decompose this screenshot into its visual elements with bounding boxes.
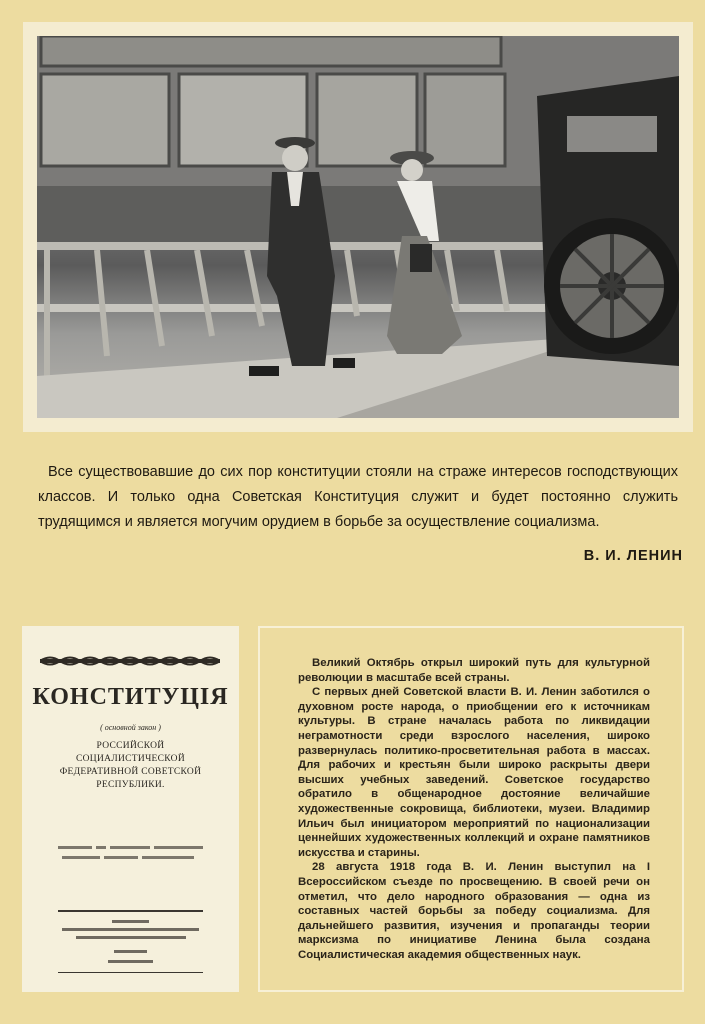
cover-divider	[58, 910, 203, 912]
cover-subtitle: ( основной закон )	[100, 723, 161, 732]
cover-title: КОНСТИТУЦІЯ	[32, 684, 229, 710]
quote-author: В. И. ЛЕНИН	[583, 548, 683, 564]
article-paragraph: 28 августа 1918 года В. И. Ленин выступил на I Всероссийском съезде по просвещению. В своей речи он отметил, что дело народного образования — одна из составных частей борьбы за победу социализма. Для дальнейшего развития, изучения и пропаганды теории марксизма по инициативе Ленина была создана Социалистическая академия общественных наук.	[298, 861, 650, 961]
historical-photo	[37, 36, 679, 418]
cover-publisher-fine-print	[62, 918, 199, 968]
constitution-cover	[22, 626, 239, 992]
photo-frame	[23, 22, 693, 432]
ornament-band-icon	[40, 654, 220, 668]
cover-republic-name: РОССИЙСКОЙ СОЦИАЛИСТИЧЕСКОЙ ФЕДЕРАТИВНОЙ СОВЕТСКОЙ РЕСПУБЛИКИ.	[59, 741, 202, 790]
cover-bottom-divider	[58, 972, 203, 973]
lenin-quote: Все существовавшие до сих пор конституции стояли на страже интересов господствующих классов. И только одна Советская Конституция служит и будет постоянно служить трудящимся и является могучим орудием в борьбе за осуществление социализма.	[38, 464, 678, 530]
article-box	[258, 626, 684, 992]
article-paragraph: С первых дней Советской власти В. И. Ленин заботился о духовном росте народа, о приобщении его к источникам культуры. В стране началась работа по ликвидации неграмотности среди взрослого населения, широко развернулась политико-просветительная работа в массах. Для рабочих и крестьян были широко раскрыты двери высших учебных заведений. Советское государство обратило в общенародное достояние величайшие художественные сокровища, библиотеки, музеи. Владимир Ильич был инициатором мероприятий по национализации ценнейших художественных коллекций и охране памятников искусства и старины.	[298, 686, 650, 859]
article-text	[298, 656, 650, 962]
cover-illegible-fine-print	[58, 844, 203, 864]
article-paragraph: Великий Октябрь открыл широкий путь для культурной революции в масштабе всей страны.	[298, 657, 650, 684]
photo-illustration	[37, 36, 679, 418]
